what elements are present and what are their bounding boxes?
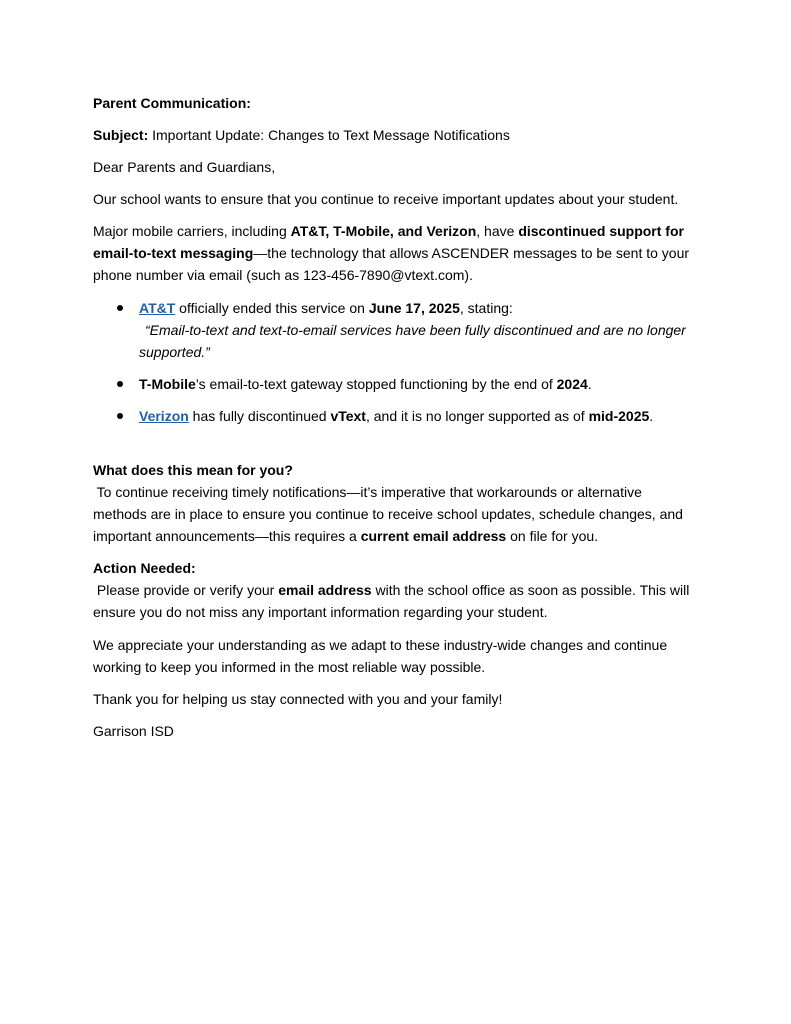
text: , have bbox=[476, 223, 519, 239]
letter-heading: Parent Communication: bbox=[93, 95, 251, 111]
intro-paragraph: Our school wants to ensure that you continue to receive important updates about your student. bbox=[93, 191, 679, 207]
subject-text: Important Update: Changes to Text Message Notifications bbox=[152, 127, 510, 143]
text: Major mobile carriers, including bbox=[93, 223, 291, 239]
text: with the school office as soon as possible. This will bbox=[371, 582, 690, 598]
meaning-line-1: To continue receiving timely notifications—it’s imperative that workarounds or alternative bbox=[93, 484, 642, 500]
bullet-att bbox=[139, 297, 714, 319]
appreciate-line-1: We appreciate your understanding as we adapt to these industry-wide changes and continue bbox=[93, 637, 668, 653]
att-date: June 17, 2025 bbox=[368, 300, 460, 316]
tmobile-year: 2024 bbox=[556, 376, 588, 392]
action-heading: Action Needed: bbox=[93, 560, 196, 576]
meaning-line-2: methods are in place to ensure you continue to receive school updates, schedule changes, and bbox=[93, 506, 683, 522]
verizon-when: mid-2025 bbox=[588, 408, 650, 424]
greeting: Dear Parents and Guardians, bbox=[93, 159, 276, 175]
subject-line bbox=[93, 124, 713, 146]
subject-label: Subject: bbox=[93, 127, 149, 143]
text: —the technology that allows ASCENDER messages to be sent to your bbox=[253, 245, 690, 261]
text: officially ended this service on bbox=[175, 300, 369, 316]
att-quote-line-1: “Email-to-text and text-to-email services have been fully discontinued and are no longer bbox=[145, 322, 686, 338]
bullet-dot bbox=[117, 381, 123, 387]
action-line-1 bbox=[93, 579, 713, 601]
email-address-phrase: email address bbox=[278, 582, 372, 598]
tmobile-name: T-Mobile bbox=[139, 376, 196, 392]
meaning-line-3 bbox=[93, 525, 713, 547]
text: . bbox=[587, 376, 592, 392]
email-to-text-phrase: email-to-text messaging bbox=[93, 245, 254, 261]
bullet-verizon bbox=[139, 405, 714, 427]
text: . bbox=[649, 408, 654, 424]
att-quote-line-2: supported.” bbox=[139, 344, 210, 360]
text: ’s email-to-text gateway stopped functioning by the end of bbox=[195, 376, 557, 392]
carriers-paragraph-line-3: phone number via email (such as 123-456-7890@vtext.com). bbox=[93, 267, 473, 283]
text: , and it is no longer supported as of bbox=[365, 408, 589, 424]
current-email-phrase: current email address bbox=[360, 528, 507, 544]
carriers-list: AT&T, T-Mobile, and Verizon bbox=[290, 223, 477, 239]
text: has fully discontinued bbox=[188, 408, 331, 424]
text: on file for you. bbox=[506, 528, 599, 544]
carriers-paragraph-line-2 bbox=[93, 242, 713, 264]
discontinued-phrase: discontinued support for bbox=[518, 223, 684, 239]
text: important announcements—this requires a bbox=[93, 528, 361, 544]
appreciate-line-2: working to keep you informed in the most reliable way possible. bbox=[93, 659, 486, 675]
verizon-link[interactable]: Verizon bbox=[139, 408, 189, 424]
vtext-product: vText bbox=[330, 408, 366, 424]
bullet-dot bbox=[117, 413, 123, 419]
thanks-line: Thank you for helping us stay connected with you and your family! bbox=[93, 691, 503, 707]
text: , stating: bbox=[459, 300, 513, 316]
signature: Garrison ISD bbox=[93, 723, 174, 739]
action-line-2: ensure you do not miss any important information regarding your student. bbox=[93, 604, 548, 620]
meaning-heading: What does this mean for you? bbox=[93, 462, 293, 478]
bullet-tmobile bbox=[139, 373, 714, 395]
carriers-paragraph-line-1 bbox=[93, 220, 713, 242]
text: Please provide or verify your bbox=[93, 582, 279, 598]
bullet-dot bbox=[117, 305, 123, 311]
att-link[interactable]: AT&T bbox=[139, 300, 176, 316]
